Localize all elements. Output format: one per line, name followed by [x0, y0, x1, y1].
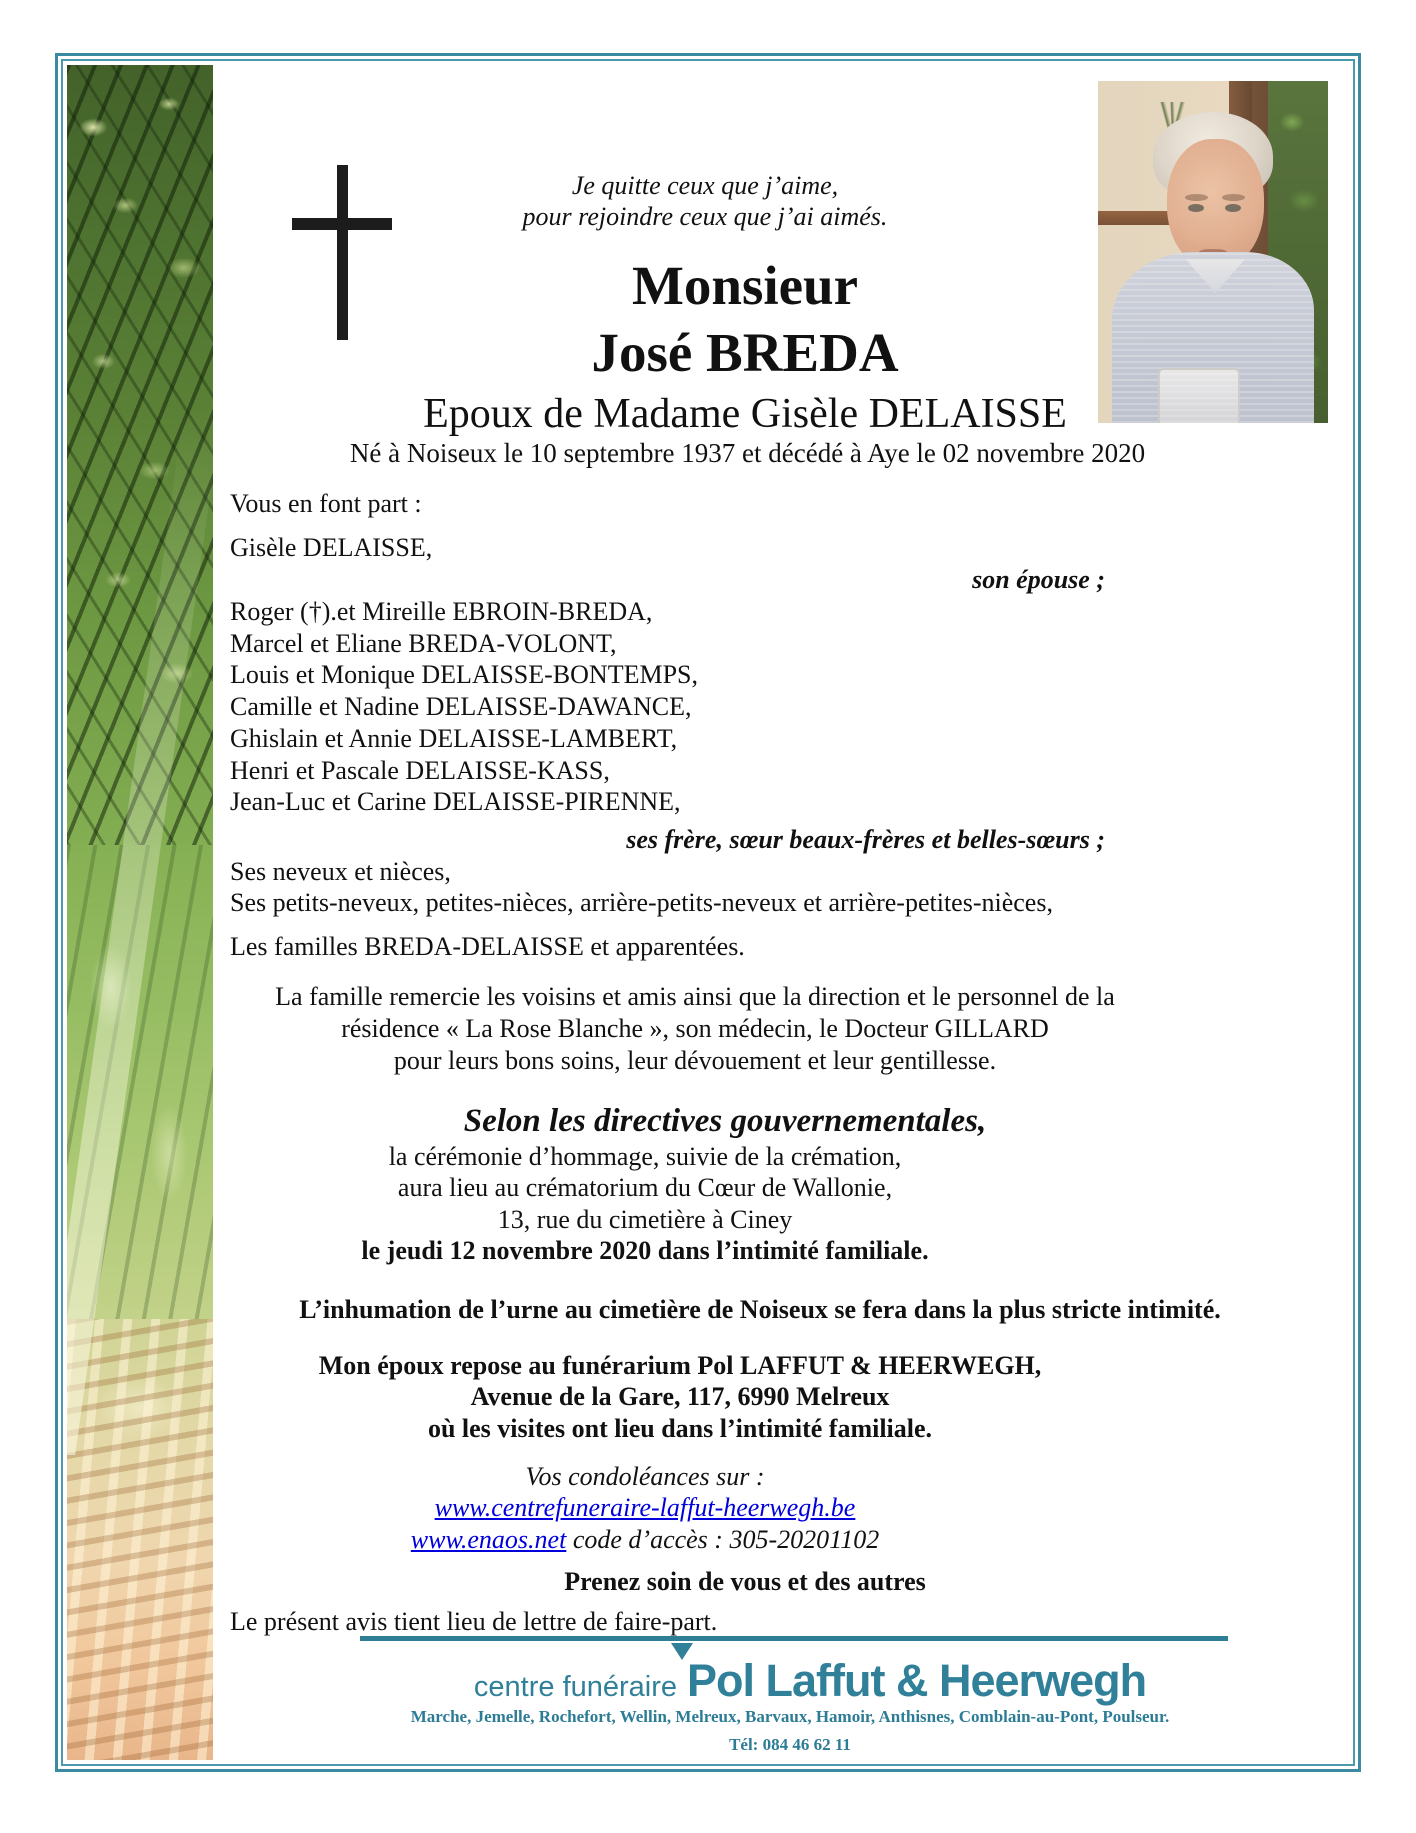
family-member-line: Louis et Monique DELAISSE-BONTEMPS, — [230, 660, 698, 690]
birth-death-line: Né à Noiseux le 10 septembre 1937 et décédé à Aye le 02 novembre 2020 — [349, 438, 1146, 468]
thanks-line-2: résidence « La Rose Blanche », son médecin, le Docteur GILLARD — [341, 1014, 1049, 1043]
repose-paragraph — [230, 1350, 1130, 1444]
inhumation-line: L’inhumation de l’urne au cimetière de Noiseux se fera dans la plus stricte intimité. — [299, 1295, 1221, 1324]
title-monsieur: Monsieur — [631, 255, 859, 316]
footer-phone: Tél: 084 46 62 11 — [729, 1735, 851, 1754]
care-line: Prenez soin de vous et des autres — [564, 1567, 926, 1596]
condolences-link-1[interactable]: www.centrefuneraire-laffut-heerwegh.be — [434, 1493, 856, 1522]
footer-rule — [360, 1636, 1228, 1641]
family-member-line: Ghislain et Annie DELAISSE-LAMBERT, — [230, 723, 678, 753]
thanks-paragraph — [230, 981, 1160, 1077]
brand-name-text: Pol Laffut & Heerwegh — [687, 1655, 1147, 1706]
notice-line: Le présent avis tient lieu de lettre de faire-part. — [230, 1607, 718, 1636]
sunlit-path — [67, 1319, 213, 1760]
siblings-list — [230, 596, 1230, 818]
forest-path-photo — [67, 65, 213, 1760]
family-member-line: Roger (†).et Mireille EBROIN-BREDA, — [230, 597, 653, 626]
family-member-line: Marcel et Eliane BREDA-VOLONT, — [230, 628, 617, 658]
access-code-text: code d’accès : 305-20201102 — [566, 1525, 880, 1554]
family-member-line: Jean-Luc et Carine DELAISSE-PIRENNE, — [230, 787, 681, 817]
nephews-line: Ses neveux et nièces, — [230, 857, 451, 886]
ceremony-line-3: 13, rue du cimetière à Ciney — [497, 1204, 793, 1234]
logo-triangle-icon — [671, 1643, 693, 1660]
brand-name — [687, 1655, 1146, 1706]
announce-intro: Vous en font part : — [230, 489, 422, 518]
condolences-link-row-1 — [230, 1492, 1060, 1524]
family-member-line: Henri et Pascale DELAISSE-KASS, — [230, 755, 610, 785]
ceremony-paragraph — [230, 1141, 1060, 1266]
deceased-heading — [230, 252, 1260, 386]
thanks-line-1: La famille remercie les voisins et amis ainsi que la direction et le personnel de la — [275, 982, 1115, 1011]
footer-cities: Marche, Jemelle, Rochefort, Wellin, Melreux, Barvaux, Hamoir, Anthisnes, Comblain-au-Pont, Poulseur. — [410, 1707, 1170, 1726]
brand-prefix: centre funéraire — [473, 1671, 678, 1703]
quote-line-1: Je quitte ceux que j’aime, — [571, 171, 839, 200]
deceased-name: José BREDA — [591, 322, 899, 383]
repose-line-2: Avenue de la Gare, 117, 6990 Melreux — [470, 1382, 890, 1412]
siblings-role: ses frère, sœur beaux-frères et belles-sœurs ; — [626, 825, 1105, 854]
funeral-home-logo — [230, 1655, 1390, 1707]
ceremony-line-1: la cérémonie d’hommage, suivie de la crémation, — [388, 1142, 902, 1171]
repose-line-3: où les visites ont lieu dans l’intimité familiale. — [427, 1413, 933, 1443]
condolences-link-2[interactable]: www.enaos.net — [410, 1525, 567, 1554]
grand-nephews-line: Ses petits-neveux, petites-nièces, arrière-petits-neveux et arrière-petites-nièces, — [230, 888, 1053, 917]
ceremony-date-line: le jeudi 12 novembre 2020 dans l’intimité familiale. — [361, 1235, 929, 1265]
wife-name: Gisèle DELAISSE, — [230, 533, 433, 562]
spouse-line: Epoux de Madame Gisèle DELAISSE — [423, 391, 1067, 437]
ceremony-line-2: aura lieu au crématorium du Cœur de Wallonie, — [397, 1173, 893, 1203]
directives-title: Selon les directives gouvernementales, — [463, 1103, 987, 1139]
family-member-line: Camille et Nadine DELAISSE-DAWANCE, — [230, 692, 692, 722]
wife-role: son épouse ; — [972, 565, 1105, 594]
condolences-label: Vos condoléances sur : — [525, 1462, 765, 1491]
repose-line-1: Mon époux repose au funérarium Pol LAFFUT & HEERWEGH, — [318, 1351, 1042, 1380]
families-line: Les familles BREDA-DELAISSE et apparentées. — [230, 932, 745, 961]
condolences-link-row-2 — [230, 1524, 1060, 1556]
thanks-line-3: pour leurs bons soins, leur dévouement et leur gentillesse. — [393, 1046, 997, 1075]
quote-line-2: pour rejoindre ceux que j’ai aimés. — [522, 202, 888, 231]
opening-quote — [230, 170, 1180, 232]
